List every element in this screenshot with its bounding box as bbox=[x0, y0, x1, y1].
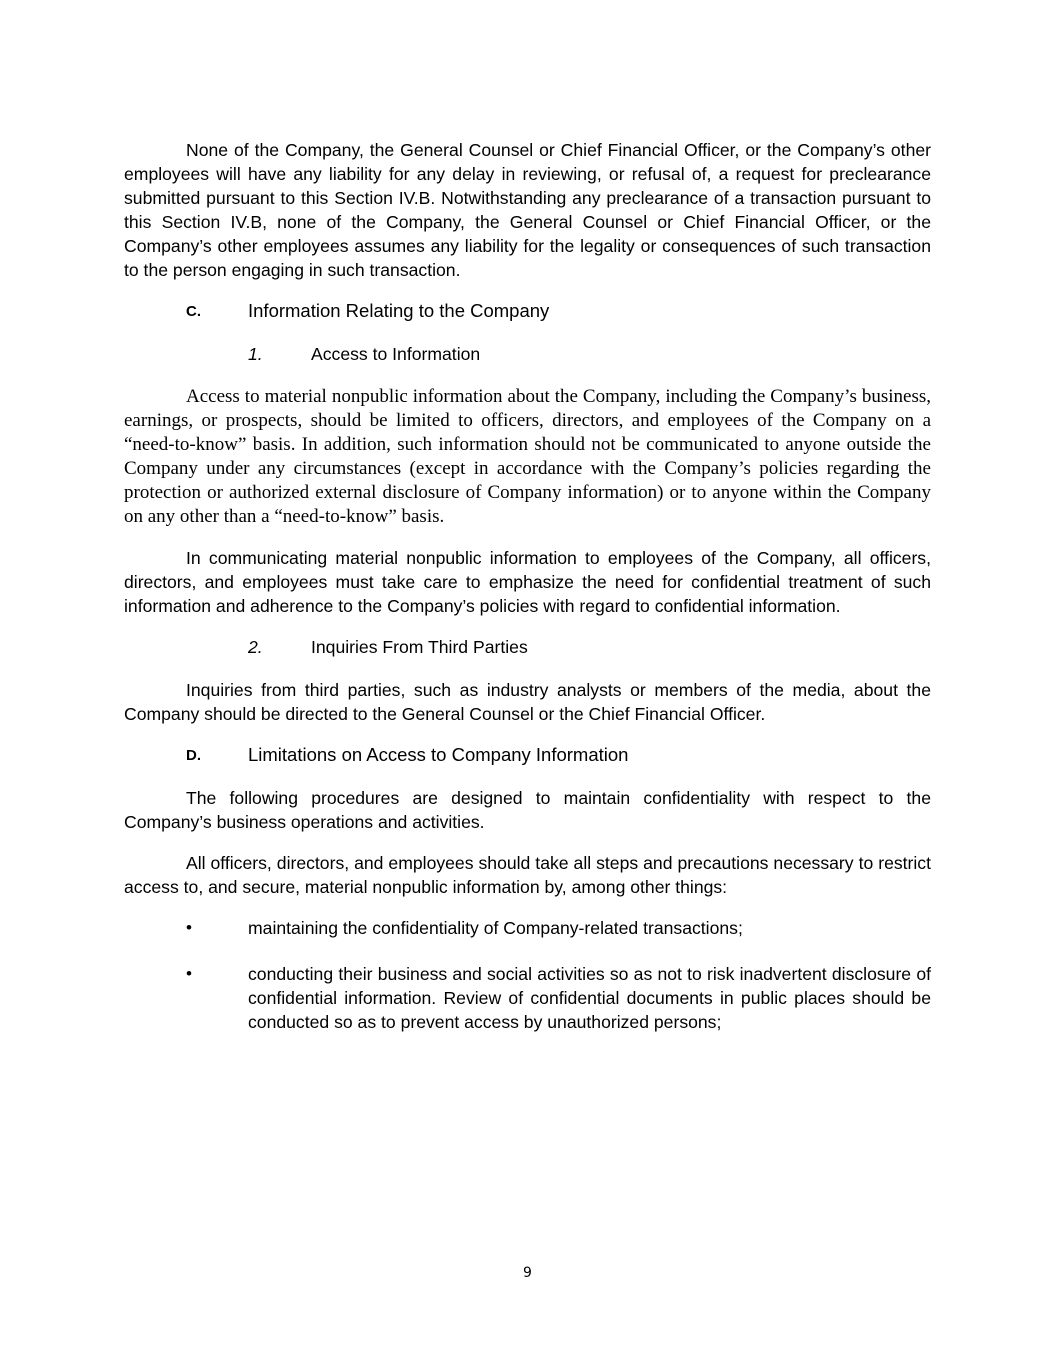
section-title: Limitations on Access to Company Information bbox=[248, 744, 629, 765]
list-item-text: maintaining the confidentiality of Company-related transactions; bbox=[248, 918, 743, 938]
list-item bbox=[124, 962, 931, 1034]
section-heading-d bbox=[124, 743, 931, 767]
bullet-icon: • bbox=[186, 964, 192, 983]
paragraph-access-to-information: Access to material nonpublic information about the Company, including the Company’s business, earnings, or prospects, should be limited to officers, directors, and employees of the Company on a “need-to-know” basis. In addition, such information should not be communicated to anyone outside the Company under any circumstances (except in accordance with the Company’s policies regarding the protection or authorized external disclosure of Company information) or to anyone within the Company on any other than a “need-to-know” basis. bbox=[124, 386, 931, 527]
paragraph-third-party-inquiries: Inquiries from third parties, such as industry analysts or members of the media, about the Company should be directed to the General Counsel or the Chief Financial Officer. bbox=[124, 680, 931, 724]
document-page bbox=[124, 138, 931, 1056]
list-item-text: conducting their business and social activities so as not to risk inadvertent disclosure of confidential information. Review of confidential documents in public places should be conducted so as to prevent access by unauthorized persons; bbox=[248, 964, 931, 1032]
paragraph-procedures: The following procedures are designed to maintain confidentiality with respect to the Company’s business operations and activities. bbox=[124, 788, 931, 832]
subsection-title: Inquiries From Third Parties bbox=[311, 637, 528, 657]
section-heading-c bbox=[124, 299, 931, 323]
paragraph-communicating-information: In communicating material nonpublic information to employees of the Company, all officers, directors, and employees must take care to emphasize the need for confidential treatment of such information and adherence to the Company’s policies with regard to confidential information. bbox=[124, 548, 931, 616]
section-title: Information Relating to the Company bbox=[248, 300, 550, 321]
section-letter: D. bbox=[186, 747, 201, 764]
subsection-title: Access to Information bbox=[311, 344, 481, 364]
paragraph-preclearance-liability: None of the Company, the General Counsel or Chief Financial Officer, or the Company’s other employees will have any liability for any delay in reviewing, or refusal of, a request for preclearance submitted pursuant to this Section IV.B. Notwithstanding any preclearance of a transaction pursuant to this Section IV.B, none of the Company, the General Counsel or Chief Financial Officer, or the Company’s other employees assumes any liability for the legality or consequences of such transaction to the person engaging in such transaction. bbox=[124, 140, 931, 280]
section-letter: C. bbox=[186, 303, 201, 320]
precautions-list bbox=[124, 916, 931, 1034]
list-item bbox=[124, 916, 931, 940]
subsection-number: 1. bbox=[248, 344, 263, 364]
subsection-number: 2. bbox=[248, 637, 263, 657]
subsection-heading-inquiries bbox=[124, 635, 931, 659]
page-number: 9 bbox=[523, 1265, 532, 1281]
paragraph-precautions: All officers, directors, and employees should take all steps and precautions necessary to restrict access to, and secure, material nonpublic information by, among other things: bbox=[124, 853, 931, 897]
subsection-heading-access bbox=[124, 342, 931, 366]
bullet-icon: • bbox=[186, 918, 192, 937]
